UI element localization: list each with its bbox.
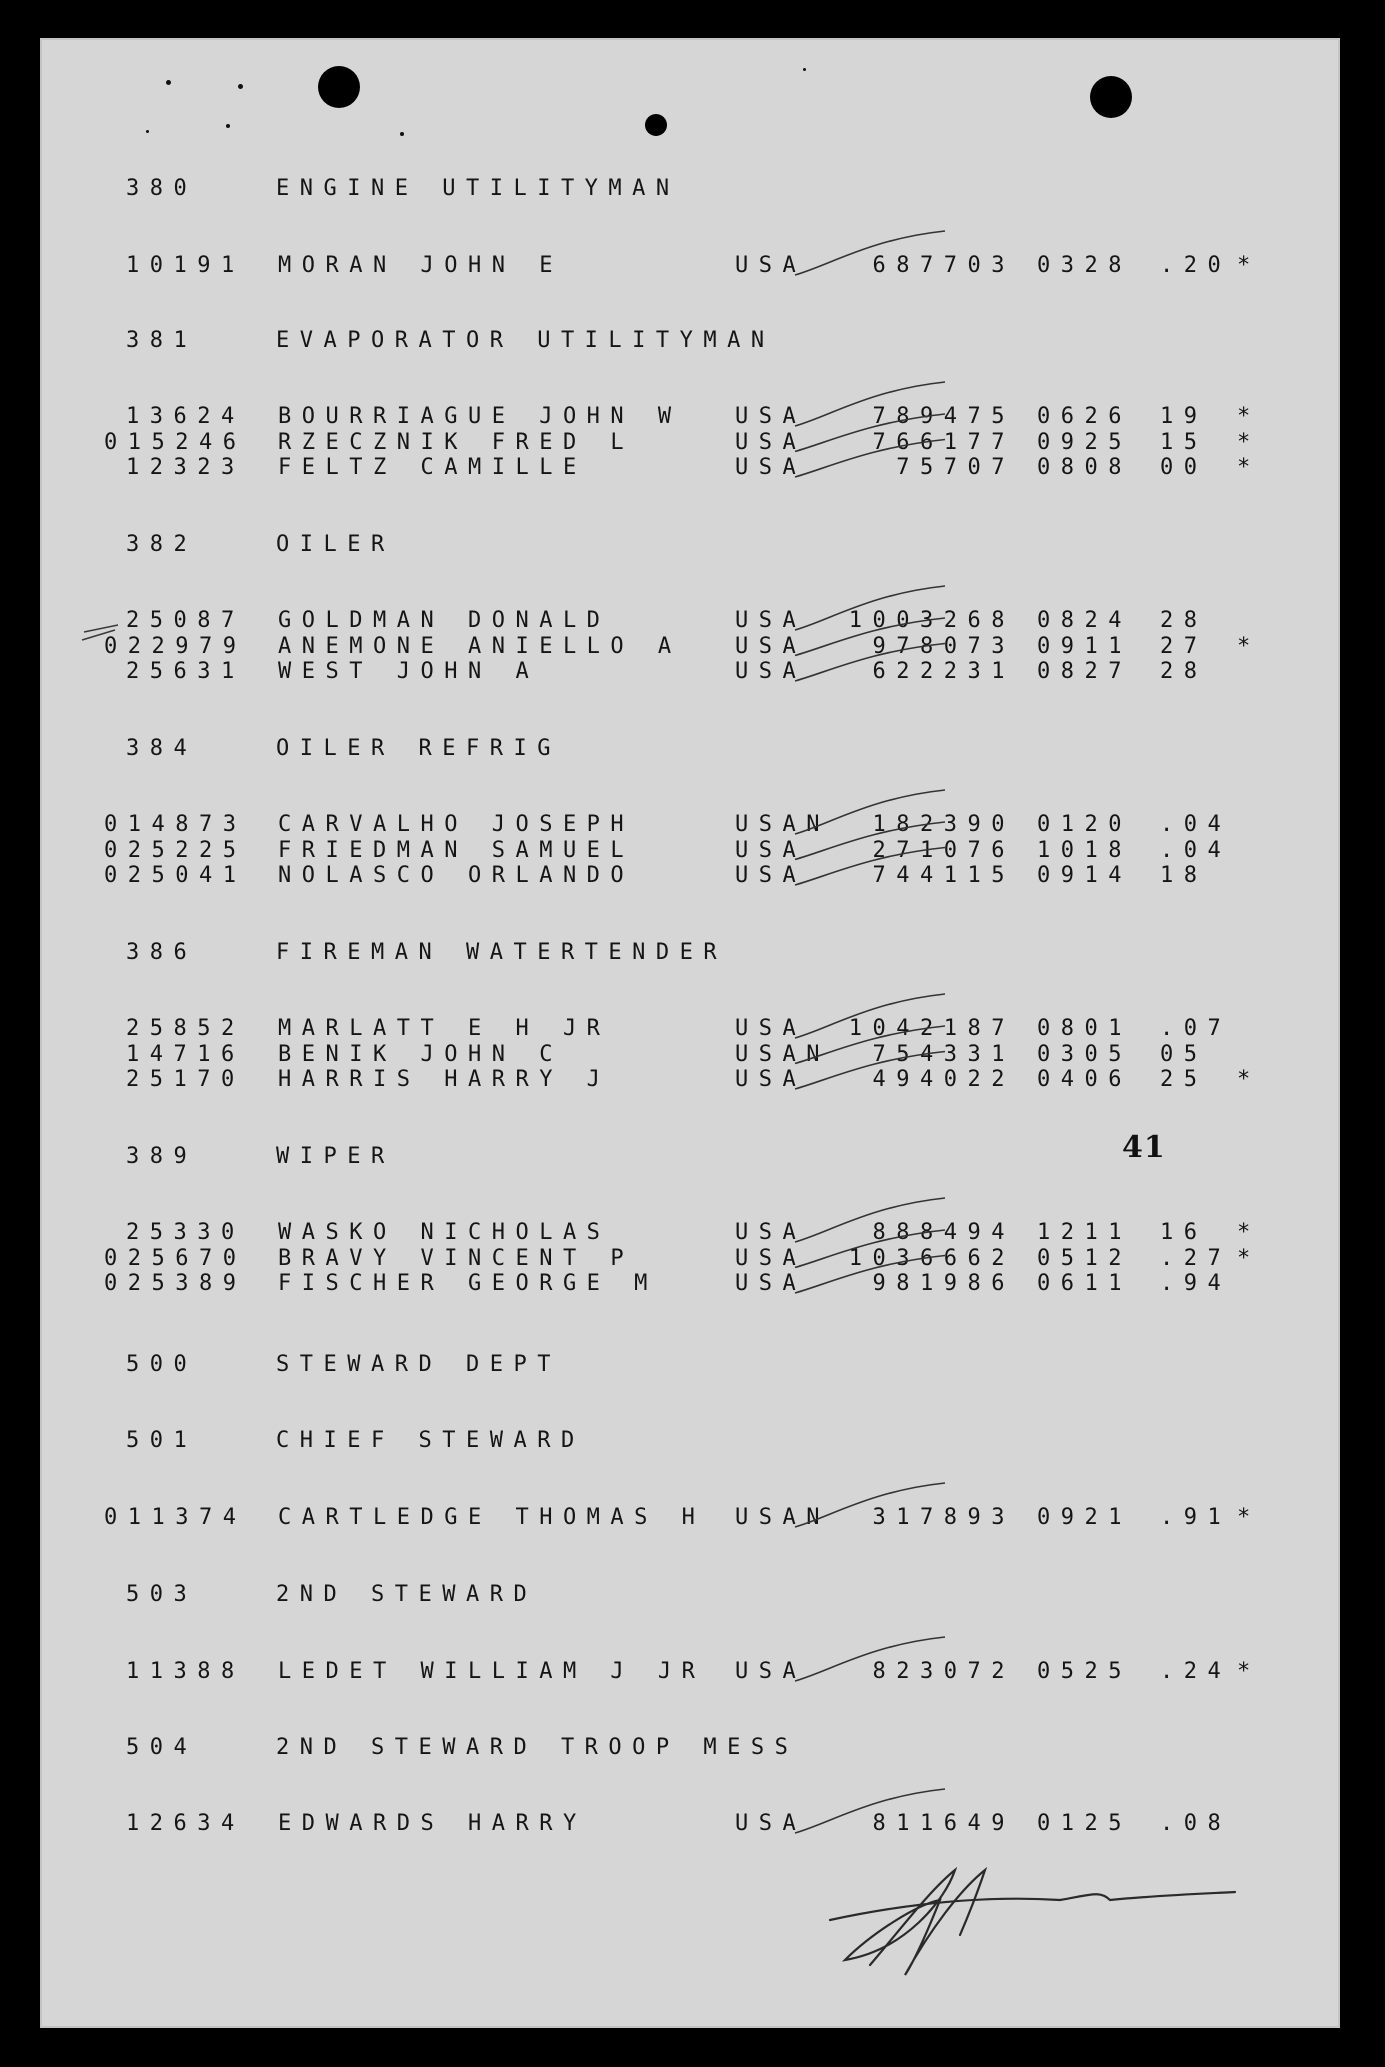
record-citizenship: USA (735, 1811, 807, 1836)
record-id: 025041 (104, 863, 247, 888)
speck (803, 68, 806, 71)
record-date: 0925 (1037, 429, 1132, 455)
record-id: 25330 (126, 1220, 245, 1245)
record-id: 022979 (104, 633, 247, 659)
record-amount: 05 (1160, 1041, 1208, 1067)
section-title: ENGINE UTILITYMAN (276, 176, 680, 201)
record-id: 025389 (104, 1271, 247, 1296)
record-amount: 25 (1160, 1067, 1208, 1092)
record-citizenship: USA (735, 633, 807, 659)
section-code: 501 (126, 1428, 198, 1453)
speck (238, 84, 243, 89)
record-name: LEDET WILLIAM J JR (278, 1659, 706, 1684)
record-amount: 27 (1160, 633, 1208, 659)
record-number: 789475 (872, 404, 1015, 429)
record-number: 766177 (872, 429, 1015, 455)
record-name: HARRIS HARRY J (278, 1067, 611, 1092)
record-name: EDWARDS HARRY (278, 1811, 587, 1836)
record-amount: .94 (1160, 1271, 1232, 1296)
punch-hole (645, 114, 667, 136)
record-citizenship: USAN (735, 812, 830, 837)
record-name: GOLDMAN DONALD (278, 608, 611, 633)
record-amount: .08 (1160, 1811, 1232, 1836)
record-amount: .04 (1160, 837, 1232, 863)
record-date: 0827 (1037, 659, 1132, 684)
record-name: CARVALHO JOSEPH (278, 812, 635, 837)
record-citizenship: USA (735, 253, 807, 278)
section-code: 503 (126, 1582, 198, 1607)
record-id: 25087 (126, 608, 245, 633)
record-citizenship: USA (735, 1271, 807, 1296)
record-date: 0120 (1037, 812, 1132, 837)
record-citizenship: USAN (735, 1505, 830, 1530)
record-id: 25852 (126, 1016, 245, 1041)
record-name: FRIEDMAN SAMUEL (278, 837, 635, 863)
record-citizenship: USA (735, 659, 807, 684)
record-name: FELTZ CAMILLE (278, 455, 587, 480)
record-amount: .04 (1160, 812, 1232, 837)
record-number: 494022 (872, 1067, 1015, 1092)
record-name: MORAN JOHN E (278, 253, 563, 278)
record-number: 1036662 (848, 1245, 1015, 1271)
record-number: 981986 (872, 1271, 1015, 1296)
record-date: 0611 (1037, 1271, 1132, 1296)
record-id: 25170 (126, 1067, 245, 1092)
record-id: 12634 (126, 1811, 245, 1836)
record-star: * (1237, 455, 1261, 480)
record-number: 1003268 (848, 608, 1015, 633)
record-amount: 15 (1160, 429, 1208, 455)
record-citizenship: USA (735, 837, 807, 863)
record-name: BENIK JOHN C (278, 1041, 563, 1067)
record-star: * (1237, 633, 1261, 659)
record-citizenship: USA (735, 404, 807, 429)
section-code: 382 (126, 532, 198, 557)
punch-hole (1090, 76, 1132, 118)
record-number: 754331 (872, 1041, 1015, 1067)
section-code: 500 (126, 1352, 198, 1377)
record-amount: 00 (1160, 455, 1208, 480)
section-code: 381 (126, 328, 198, 353)
page-number: 41 (1122, 1130, 1166, 1165)
record-citizenship: USA (735, 1245, 807, 1271)
record-star: * (1237, 429, 1261, 455)
record-amount: .07 (1160, 1016, 1232, 1041)
record-date: 0125 (1037, 1811, 1132, 1836)
record-number: 687703 (872, 253, 1015, 278)
section-code: 389 (126, 1144, 198, 1169)
section-title: OILER REFRIG (276, 736, 561, 761)
record-star: * (1237, 1067, 1261, 1092)
speck (146, 130, 149, 133)
record-date: 0305 (1037, 1041, 1132, 1067)
record-id: 11388 (126, 1659, 245, 1684)
record-star: * (1237, 1220, 1261, 1245)
record-date: 1018 (1037, 837, 1132, 863)
record-number: 888494 (872, 1220, 1015, 1245)
section-title: OILER (276, 532, 395, 557)
record-number: 1042187 (848, 1016, 1015, 1041)
speck (166, 80, 171, 85)
section-title: STEWARD DEPT (276, 1352, 561, 1377)
section-title: WIPER (276, 1144, 395, 1169)
record-citizenship: USAN (735, 1041, 830, 1067)
section-code: 384 (126, 736, 198, 761)
record-number: 978073 (872, 633, 1015, 659)
record-citizenship: USA (735, 863, 807, 888)
section-code: 386 (126, 940, 198, 965)
record-name: BOURRIAGUE JOHN W (278, 404, 682, 429)
record-amount: 19 (1160, 404, 1208, 429)
record-star: * (1237, 1659, 1261, 1684)
punch-hole (318, 66, 360, 108)
record-amount: 28 (1160, 659, 1208, 684)
record-name: NOLASCO ORLANDO (278, 863, 635, 888)
record-amount: 28 (1160, 608, 1208, 633)
record-star: * (1237, 404, 1261, 429)
record-name: RZECZNIK FRED L (278, 429, 635, 455)
record-date: 0911 (1037, 633, 1132, 659)
record-id: 015246 (104, 429, 247, 455)
record-amount: 18 (1160, 863, 1208, 888)
section-code: 504 (126, 1735, 198, 1760)
record-name: MARLATT E H JR (278, 1016, 611, 1041)
record-id: 25631 (126, 659, 245, 684)
section-title: 2ND STEWARD (276, 1582, 538, 1607)
record-id: 025670 (104, 1245, 247, 1271)
section-title: FIREMAN WATERTENDER (276, 940, 728, 965)
section-title: EVAPORATOR UTILITYMAN (276, 328, 775, 353)
record-name: CARTLEDGE THOMAS H (278, 1505, 706, 1530)
record-date: 0921 (1037, 1505, 1132, 1530)
record-amount: .27 (1160, 1245, 1232, 1271)
record-amount: .24 (1160, 1659, 1232, 1684)
record-star: * (1237, 1245, 1261, 1271)
record-star: * (1237, 253, 1261, 278)
record-citizenship: USA (735, 1016, 807, 1041)
record-number: 811649 (872, 1811, 1015, 1836)
record-number: 75707 (896, 455, 1015, 480)
record-name: FISCHER GEORGE M (278, 1271, 658, 1296)
record-id: 12323 (126, 455, 245, 480)
record-id: 13624 (126, 404, 245, 429)
record-citizenship: USA (735, 1659, 807, 1684)
record-number: 622231 (872, 659, 1015, 684)
record-amount: .91 (1160, 1505, 1232, 1530)
record-name: ANEMONE ANIELLO A (278, 633, 682, 659)
record-date: 0824 (1037, 608, 1132, 633)
record-citizenship: USA (735, 455, 807, 480)
record-citizenship: USA (735, 1067, 807, 1092)
speck (226, 124, 230, 128)
record-date: 0406 (1037, 1067, 1132, 1092)
record-name: WASKO NICHOLAS (278, 1220, 611, 1245)
record-date: 1211 (1037, 1220, 1132, 1245)
record-date: 0801 (1037, 1016, 1132, 1041)
record-number: 744115 (872, 863, 1015, 888)
record-id: 10191 (126, 253, 245, 278)
record-id: 025225 (104, 837, 247, 863)
record-name: BRAVY VINCENT P (278, 1245, 635, 1271)
record-number: 182390 (872, 812, 1015, 837)
record-amount: 16 (1160, 1220, 1208, 1245)
section-title: 2ND STEWARD TROOP MESS (276, 1735, 799, 1760)
record-citizenship: USA (735, 1220, 807, 1245)
record-id: 011374 (104, 1505, 247, 1530)
record-date: 0512 (1037, 1245, 1132, 1271)
record-amount: .20 (1160, 253, 1232, 278)
record-id: 014873 (104, 812, 247, 837)
record-date: 0328 (1037, 253, 1132, 278)
record-date: 0525 (1037, 1659, 1132, 1684)
record-star: * (1237, 1505, 1261, 1530)
record-date: 0914 (1037, 863, 1132, 888)
record-date: 0626 (1037, 404, 1132, 429)
record-date: 0808 (1037, 455, 1132, 480)
record-name: WEST JOHN A (278, 659, 540, 684)
section-title: CHIEF STEWARD (276, 1428, 585, 1453)
record-number: 271076 (872, 837, 1015, 863)
record-number: 823072 (872, 1659, 1015, 1684)
record-citizenship: USA (735, 608, 807, 633)
record-citizenship: USA (735, 429, 807, 455)
record-id: 14716 (126, 1041, 245, 1067)
speck (400, 132, 404, 136)
record-number: 317893 (872, 1505, 1015, 1530)
section-code: 380 (126, 176, 198, 201)
